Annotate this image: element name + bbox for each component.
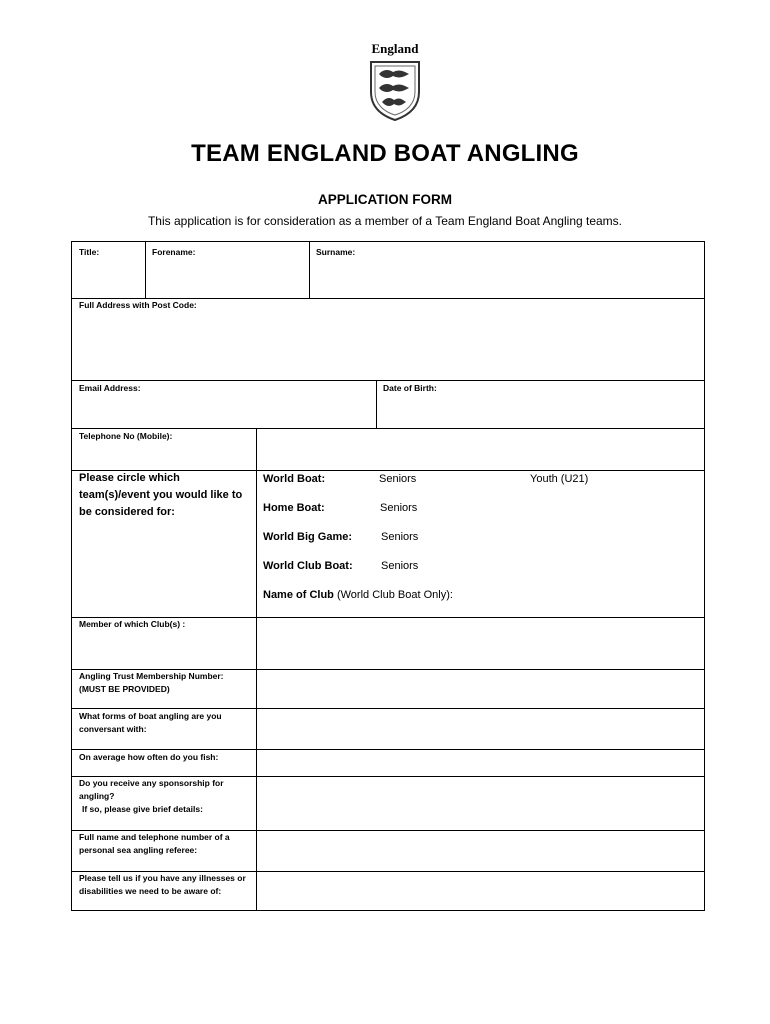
member-club-label: Member of which Club(s) : bbox=[79, 619, 186, 629]
intro-text: This application is for consideration as a member of a Team England Boat Angling teams. bbox=[147, 214, 623, 228]
illness-field[interactable] bbox=[257, 872, 704, 910]
sponsorship-label-line-1: Do you receive any sponsorship for angling? bbox=[79, 778, 224, 801]
angling-trust-label bbox=[79, 670, 254, 696]
telephone-label: Telephone No (Mobile): bbox=[79, 431, 173, 441]
boat-forms-label: What forms of boat angling are you conversant with: bbox=[79, 711, 222, 734]
world-boat-seniors-option[interactable]: Seniors bbox=[379, 473, 417, 485]
world-big-game-seniors-option[interactable]: Seniors bbox=[381, 531, 419, 543]
angling-trust-label-line-2: (MUST BE PROVIDED) bbox=[79, 684, 170, 694]
world-club-boat-seniors-option[interactable]: Seniors bbox=[381, 560, 419, 572]
england-crest-logo bbox=[360, 42, 430, 122]
sponsorship-label bbox=[79, 777, 249, 816]
three-lions-shield-icon bbox=[367, 58, 423, 122]
email-label: Email Address: bbox=[79, 383, 141, 393]
dob-label: Date of Birth: bbox=[383, 383, 437, 393]
home-boat-label: Home Boat: bbox=[263, 502, 325, 514]
world-big-game-label: World Big Game: bbox=[263, 531, 353, 543]
sponsorship-label-line-2: If so, please give brief details: bbox=[82, 804, 203, 814]
fish-often-label: On average how often do you fish: bbox=[79, 752, 219, 762]
address-label: Full Address with Post Code: bbox=[79, 300, 197, 310]
sponsorship-field[interactable] bbox=[257, 777, 704, 830]
telephone-field[interactable] bbox=[257, 429, 704, 470]
illness-label: Please tell us if you have any illnesses or disabilities we need to be aware of: bbox=[79, 873, 246, 896]
form-subtitle: APPLICATION FORM bbox=[318, 192, 452, 207]
surname-field[interactable] bbox=[310, 242, 704, 298]
fish-often-field[interactable] bbox=[257, 750, 704, 776]
home-boat-seniors-option[interactable]: Seniors bbox=[380, 502, 418, 514]
name-of-club-label: Name of Club bbox=[263, 589, 334, 601]
referee-label: Full name and telephone number of a personal sea angling referee: bbox=[79, 832, 230, 855]
boat-forms-field[interactable] bbox=[257, 709, 704, 749]
page-title: TEAM ENGLAND BOAT ANGLING bbox=[191, 140, 579, 167]
member-club-field[interactable] bbox=[257, 618, 704, 669]
name-of-club-note: (World Club Boat Only): bbox=[333, 589, 453, 601]
surname-label: Surname: bbox=[316, 247, 356, 257]
angling-trust-field[interactable] bbox=[257, 670, 704, 708]
crest-word: England bbox=[371, 41, 419, 56]
forename-label: Forename: bbox=[152, 247, 196, 257]
application-form bbox=[71, 241, 705, 911]
teams-label: Please circle which team(s)/event you would like to be considered for: bbox=[79, 472, 243, 518]
title-label: Title: bbox=[79, 247, 100, 257]
angling-trust-label-line-1: Angling Trust Membership Number: bbox=[79, 671, 224, 681]
world-boat-youth-option[interactable]: Youth (U21) bbox=[530, 473, 589, 485]
referee-field[interactable] bbox=[257, 831, 704, 871]
world-boat-label: World Boat: bbox=[263, 473, 326, 485]
world-club-boat-label: World Club Boat: bbox=[263, 560, 353, 572]
name-of-club-line bbox=[263, 588, 453, 602]
